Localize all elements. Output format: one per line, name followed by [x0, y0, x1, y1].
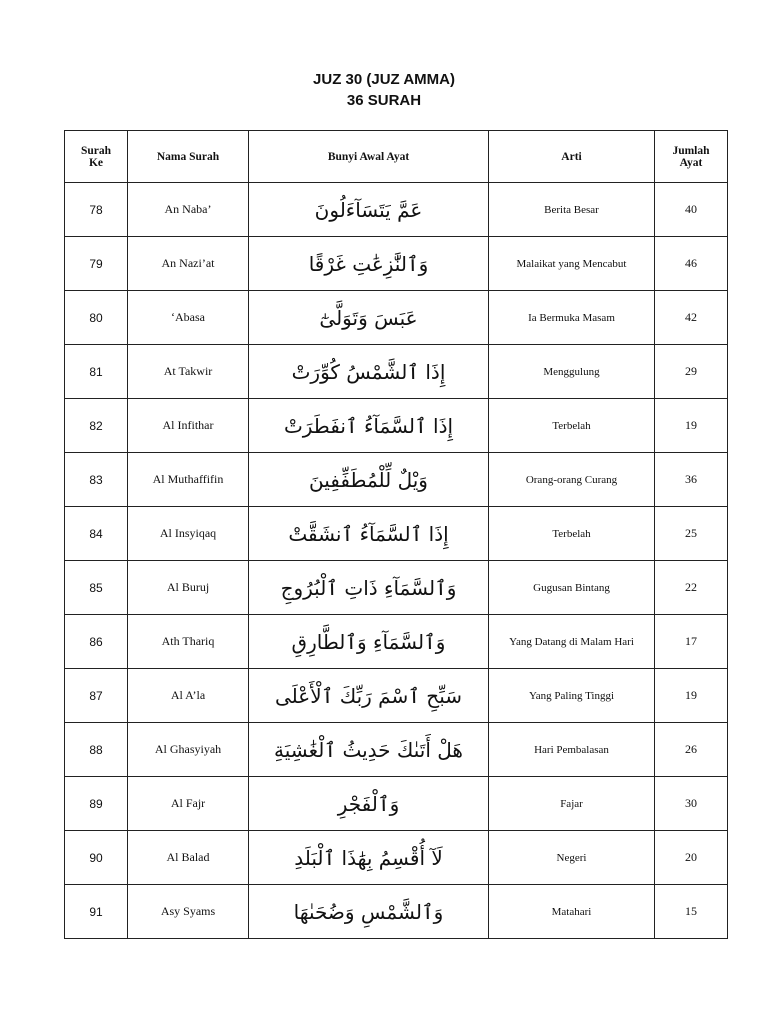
- ayat-arabic-text: وَٱلسَّمَآءِ وَٱلطَّارِقِ: [289, 630, 449, 654]
- verse-count-cell: 19: [655, 669, 728, 723]
- ayat-arabic-cell: [249, 183, 489, 237]
- ayat-arabic-text: لَآ أُقْسِمُ بِهَٰذَا ٱلْبَلَدِ: [291, 846, 446, 870]
- surah-number-cell: 91: [65, 885, 128, 939]
- verse-count-cell: 29: [655, 345, 728, 399]
- ayat-arabic-cell: [249, 237, 489, 291]
- header-surah-ke-line1: Surah: [80, 144, 112, 157]
- surah-number-cell: 87: [65, 669, 128, 723]
- verse-count-cell: 17: [655, 615, 728, 669]
- ayat-arabic-cell: [249, 507, 489, 561]
- surah-name-cell: Al Balad: [128, 831, 249, 885]
- surah-name-cell: Al Buruj: [128, 561, 249, 615]
- surah-name-cell: At Takwir: [128, 345, 249, 399]
- page-subtitle: 36 SURAH: [346, 92, 422, 109]
- ayat-arabic-text: وَٱلسَّمَآءِ ذَاتِ ٱلْبُرُوجِ: [278, 576, 460, 600]
- ayat-arabic-cell: [249, 453, 489, 507]
- header-surah-ke: [65, 131, 128, 183]
- table-row: [65, 237, 728, 291]
- surah-number-cell: 80: [65, 291, 128, 345]
- meaning-cell: Menggulung: [489, 345, 655, 399]
- meaning-cell: Malaikat yang Mencabut: [489, 237, 655, 291]
- header-bunyi-awal-ayat: Bunyi Awal Ayat: [249, 131, 489, 183]
- table-row: [65, 669, 728, 723]
- table-row: [65, 183, 728, 237]
- surah-name-cell: Al Ghasyiyah: [128, 723, 249, 777]
- ayat-arabic-cell: [249, 669, 489, 723]
- table-row: [65, 777, 728, 831]
- surah-name-cell: Asy Syams: [128, 885, 249, 939]
- meaning-cell: Yang Paling Tinggi: [489, 669, 655, 723]
- verse-count-cell: 15: [655, 885, 728, 939]
- table-row: [65, 291, 728, 345]
- ayat-arabic-text: وَيْلٌ لِّلْمُطَفِّفِينَ: [306, 468, 431, 492]
- meaning-cell: Gugusan Bintang: [489, 561, 655, 615]
- surah-number-cell: 81: [65, 345, 128, 399]
- ayat-arabic-cell: [249, 723, 489, 777]
- surah-name-cell: An Naba’: [128, 183, 249, 237]
- verse-count-cell: 26: [655, 723, 728, 777]
- verse-count-cell: 40: [655, 183, 728, 237]
- surah-name-cell: An Nazi’at: [128, 237, 249, 291]
- header-jumlah-ayat-line2: Ayat: [679, 156, 703, 169]
- header-jumlah-ayat: [655, 131, 728, 183]
- surah-name-cell: Al Fajr: [128, 777, 249, 831]
- table-row: [65, 885, 728, 939]
- verse-count-cell: 19: [655, 399, 728, 453]
- surah-name-cell: Ath Thariq: [128, 615, 249, 669]
- header-arti: Arti: [489, 131, 655, 183]
- verse-count-cell: 42: [655, 291, 728, 345]
- ayat-arabic-text: إِذَا ٱلشَّمْسُ كُوِّرَتْ: [289, 360, 449, 384]
- meaning-cell: Matahari: [489, 885, 655, 939]
- ayat-arabic-cell: [249, 345, 489, 399]
- table-row: [65, 507, 728, 561]
- meaning-cell: Negeri: [489, 831, 655, 885]
- ayat-arabic-text: وَٱلشَّمْسِ وَضُحَىٰهَا: [291, 900, 447, 924]
- verse-count-cell: 25: [655, 507, 728, 561]
- surah-number-cell: 89: [65, 777, 128, 831]
- ayat-arabic-cell: [249, 777, 489, 831]
- ayat-arabic-cell: [249, 615, 489, 669]
- table-row: [65, 561, 728, 615]
- meaning-cell: Yang Datang di Malam Hari: [489, 615, 655, 669]
- meaning-cell: Orang-orang Curang: [489, 453, 655, 507]
- ayat-arabic-text: سَبِّحِ ٱسْمَ رَبِّكَ ٱلْأَعْلَى: [272, 684, 465, 708]
- surah-name-cell: ‘Abasa: [128, 291, 249, 345]
- ayat-arabic-cell: [249, 561, 489, 615]
- surah-number-cell: 84: [65, 507, 128, 561]
- surah-number-cell: 85: [65, 561, 128, 615]
- ayat-arabic-cell: [249, 291, 489, 345]
- table-row: [65, 723, 728, 777]
- meaning-cell: Berita Besar: [489, 183, 655, 237]
- meaning-cell: Hari Pembalasan: [489, 723, 655, 777]
- surah-name-cell: Al A’la: [128, 669, 249, 723]
- table-row: [65, 345, 728, 399]
- surah-number-cell: 78: [65, 183, 128, 237]
- verse-count-cell: 36: [655, 453, 728, 507]
- verse-count-cell: 46: [655, 237, 728, 291]
- surah-number-cell: 83: [65, 453, 128, 507]
- surah-name-cell: Al Insyiqaq: [128, 507, 249, 561]
- verse-count-cell: 30: [655, 777, 728, 831]
- ayat-arabic-text: عَبَسَ وَتَوَلَّىٰٓ: [316, 306, 420, 330]
- meaning-cell: Terbelah: [489, 399, 655, 453]
- table-row: [65, 453, 728, 507]
- ayat-arabic-text: إِذَا ٱلسَّمَآءُ ٱنشَقَّتْ: [285, 522, 451, 546]
- ayat-arabic-cell: [249, 831, 489, 885]
- table-row: [65, 399, 728, 453]
- header-nama-surah: Nama Surah: [128, 131, 249, 183]
- header-surah-ke-line2: Ke: [88, 156, 104, 169]
- ayat-arabic-text: إِذَا ٱلسَّمَآءُ ٱنفَطَرَتْ: [281, 414, 456, 438]
- meaning-cell: Terbelah: [489, 507, 655, 561]
- ayat-arabic-text: عَمَّ يَتَسَآءَلُونَ: [312, 198, 426, 222]
- verse-count-cell: 22: [655, 561, 728, 615]
- header-jumlah-ayat-line1: Jumlah: [672, 144, 710, 157]
- table-body: [65, 183, 728, 939]
- surah-name-cell: Al Muthaffifin: [128, 453, 249, 507]
- meaning-cell: Ia Bermuka Masam: [489, 291, 655, 345]
- ayat-arabic-text: وَٱلْفَجْرِ: [335, 792, 403, 816]
- table-header-row: [65, 131, 728, 183]
- surah-number-cell: 90: [65, 831, 128, 885]
- ayat-arabic-cell: [249, 885, 489, 939]
- surah-name-cell: Al Infithar: [128, 399, 249, 453]
- meaning-cell: Fajar: [489, 777, 655, 831]
- table-row: [65, 831, 728, 885]
- verse-count-cell: 20: [655, 831, 728, 885]
- surah-number-cell: 88: [65, 723, 128, 777]
- table-row: [65, 615, 728, 669]
- surah-table: [64, 130, 728, 939]
- surah-number-cell: 86: [65, 615, 128, 669]
- surah-number-cell: 82: [65, 399, 128, 453]
- surah-number-cell: 79: [65, 237, 128, 291]
- ayat-arabic-text: هَلْ أَتَىٰكَ حَدِيثُ ٱلْغَٰشِيَةِ: [271, 738, 466, 762]
- ayat-arabic-cell: [249, 399, 489, 453]
- ayat-arabic-text: وَٱلنَّٰزِعَٰتِ غَرْقًا: [306, 252, 432, 276]
- page-title: JUZ 30 (JUZ AMMA): [313, 71, 455, 88]
